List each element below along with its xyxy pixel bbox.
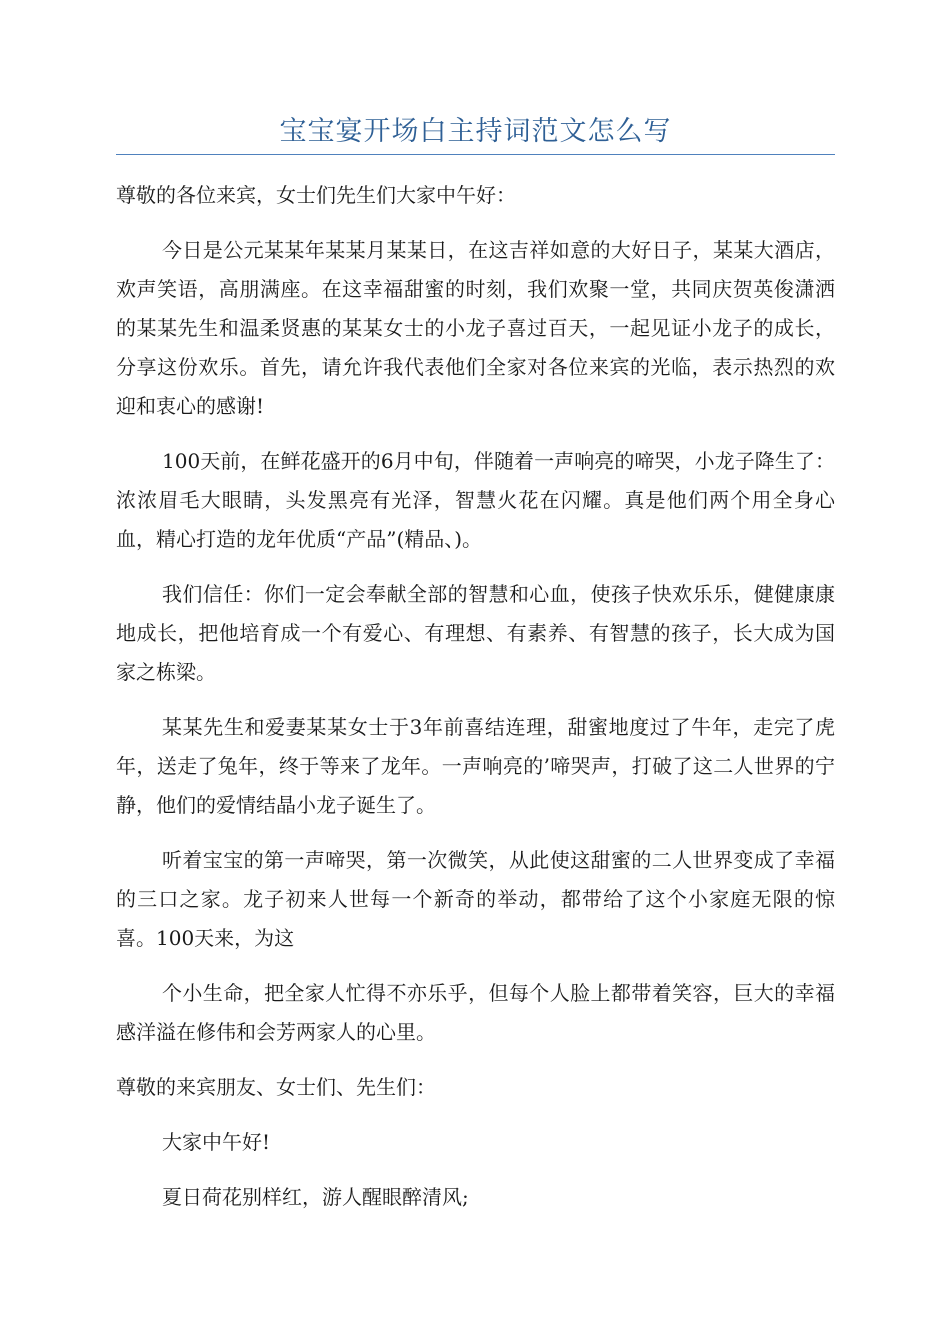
paragraph-family-joy: 个小生命，把全家人忙得不亦乐乎，但每个人脸上都带着笑容，巨大的幸福感洋溢在修伟和会芳两家人的心里。 <box>116 981 835 1044</box>
document-body <box>116 176 835 1233</box>
paragraph-greeting: 尊敬的各位来宾，女士们先生们大家中午好： <box>116 183 516 207</box>
paragraph-second-greeting: 尊敬的来宾朋友、女士们、先生们： <box>116 1075 436 1099</box>
paragraph-summer-lotus: 夏日荷花别样红，游人醒眼醉清风; <box>162 1185 469 1209</box>
paragraph-birth: 100天前，在鲜花盛开的6月中旬，伴随着一声响亮的啼哭，小龙子降生了：浓浓眉毛大眼睛，头发黑亮有光泽，智慧火花在闪耀。真是他们两个用全身心血，精心打造的龙年优质“产品”(精品、)。 <box>116 449 835 551</box>
paragraph-good-noon: 大家中午好! <box>162 1130 271 1154</box>
paragraph-marriage: 某某先生和爱妻某某女士于3年前喜结连理，甜蜜地度过了牛年，走完了虎年，送走了兔年，终于等来了龙年。一声响亮的’啼哭声，打破了这二人世界的宁静，他们的爱情结晶小龙子诞生了。 <box>116 715 835 817</box>
paragraph-trust: 我们信任：你们一定会奉献全部的智慧和心血，使孩子快欢乐乐，健健康康地成长，把他培育成一个有爱心、有理想、有素养、有智慧的孩子，长大成为国家之栋梁。 <box>116 582 835 684</box>
paragraph-first-cry: 听着宝宝的第一声啼哭，第一次微笑，从此使这甜蜜的二人世界变成了幸福的三口之家。龙子初来人世每一个新奇的举动，都带给了这个小家庭无限的惊喜。100天来，为这 <box>116 848 835 950</box>
paragraph-opening: 今日是公元某某年某某月某某日，在这吉祥如意的大好日子，某某大酒店，欢声笑语，高朋满座。在这幸福甜蜜的时刻，我们欢聚一堂，共同庆贺英俊潇洒的某某先生和温柔贤惠的某某女士的小龙子喜过百天，一起见证小龙子的成长，分享这份欢乐。首先，请允许我代表他们全家对各位来宾的光临，表示热烈的欢迎和衷心的感谢! <box>116 238 835 418</box>
title-underline <box>116 154 835 155</box>
document-title: 宝宝宴开场白主持词范文怎么写 <box>279 116 672 147</box>
